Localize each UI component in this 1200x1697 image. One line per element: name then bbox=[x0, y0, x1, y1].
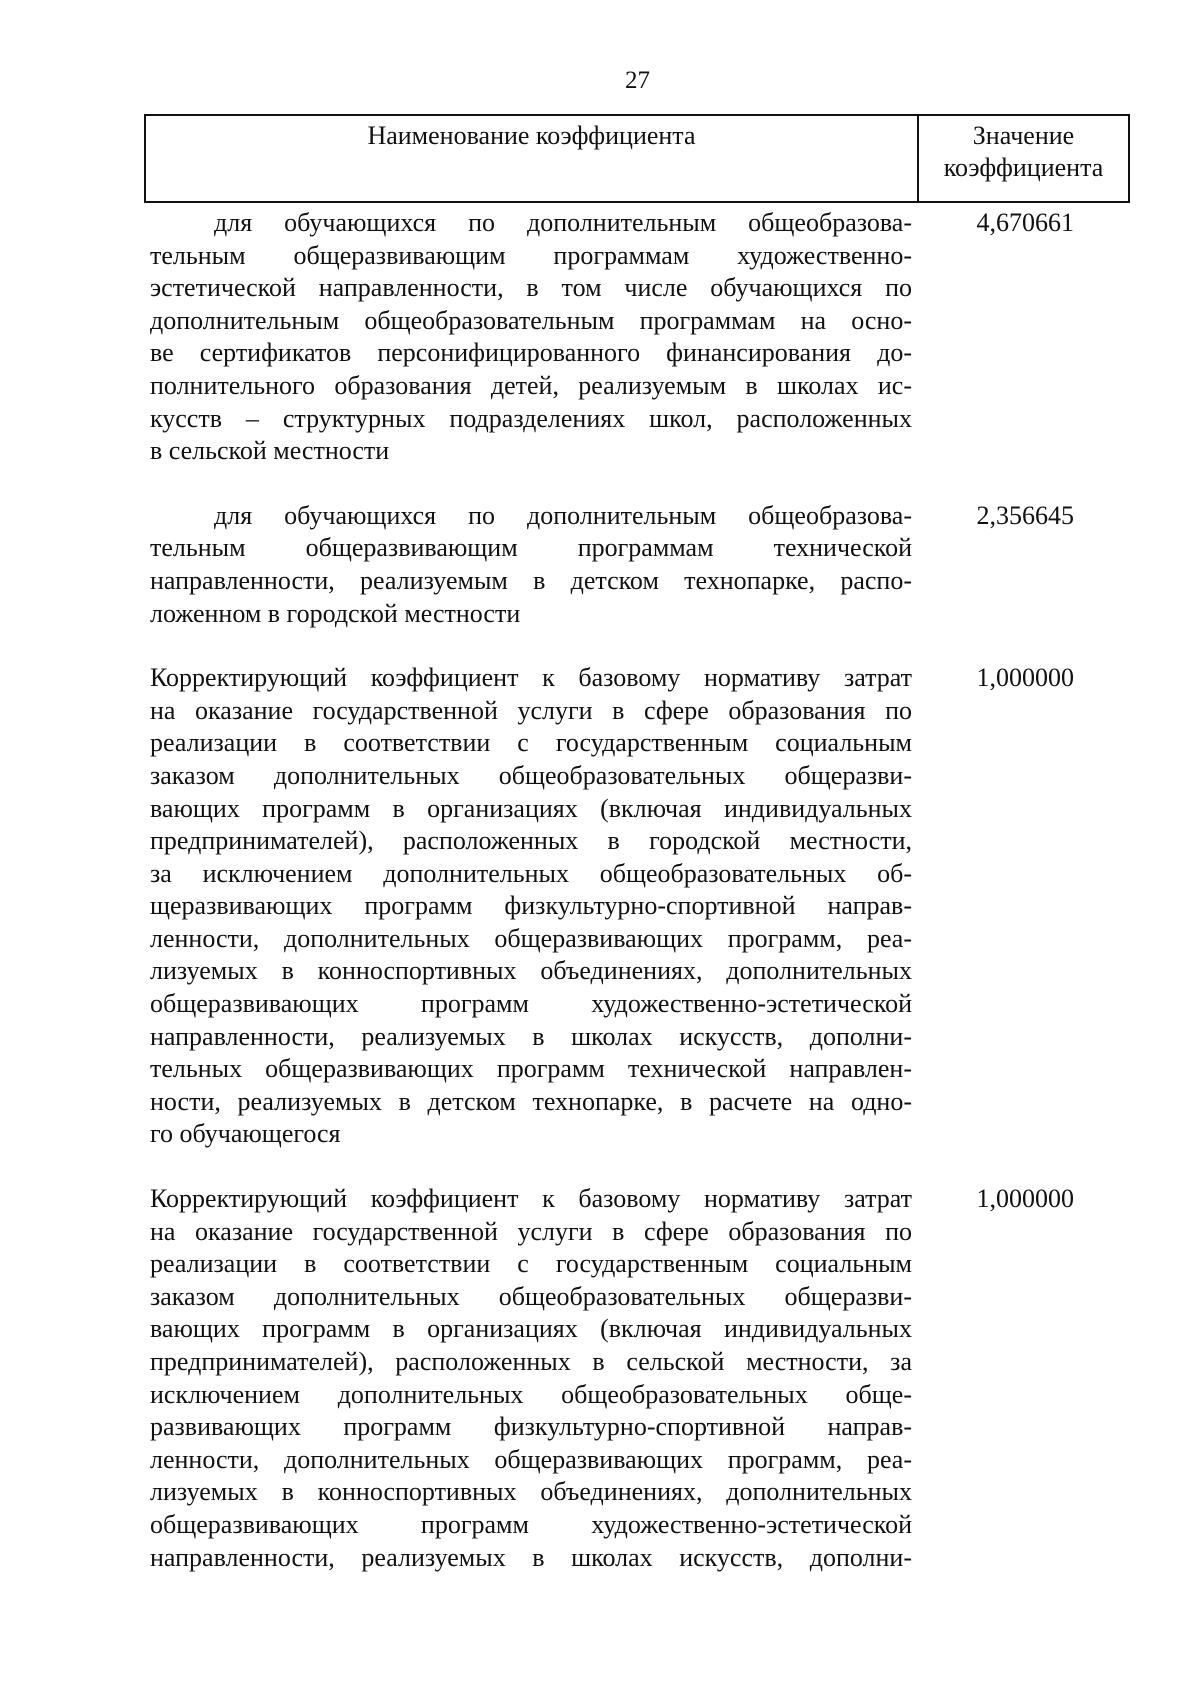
text-line: ве сертификатов персонифицированного финансирования до- bbox=[150, 338, 912, 368]
text-line: в сельской местности bbox=[150, 436, 390, 466]
column-header-value bbox=[919, 116, 1128, 201]
text-line: кусств – структурных подразделениях школ, расположенных bbox=[150, 403, 912, 433]
text-line: на оказание государственной услуги в сфере образования по bbox=[150, 1216, 912, 1246]
text-line: на оказание государственной услуги в сфере образования по bbox=[150, 695, 912, 725]
text-line: щеразвивающих программ физкультурно-спортивной направ- bbox=[150, 891, 912, 921]
text-line: вающих программ в организациях (включая индивидуальных bbox=[150, 1314, 912, 1344]
text-line: заказом дополнительных общеобразовательных общеразви- bbox=[150, 1281, 912, 1311]
text-line: направленности, реализуемых в школах искусств, дополни- bbox=[150, 1542, 912, 1572]
coefficient-value: 2,356645 bbox=[976, 500, 1074, 530]
text-line: общеразвивающих программ художественно-эстетической bbox=[150, 1509, 912, 1539]
coefficient-table-body bbox=[150, 207, 1130, 1574]
text-line: тельным общеразвивающим программам художественно- bbox=[150, 240, 912, 270]
text-line: ленности, дополнительных общеразвивающих программ, реа- bbox=[150, 923, 912, 953]
text-line: для обучающихся по дополнительным общеобразова- bbox=[150, 500, 912, 530]
column-header-value-line2: коэффициента bbox=[943, 153, 1104, 182]
text-line: предпринимателей), расположенных в сельской местности, за bbox=[150, 1347, 912, 1376]
text-line: за исключением дополнительных общеобразовательных об- bbox=[150, 858, 912, 888]
text-line: направленности, реализуемым в детском технопарке, распо- bbox=[150, 565, 912, 595]
text-line: направленности, реализуемых в школах искусств, дополни- bbox=[150, 1021, 912, 1051]
text-line: исключением дополнительных общеобразовательных обще- bbox=[150, 1379, 912, 1409]
coefficient-description bbox=[150, 662, 912, 1151]
text-line: тельным общеразвивающим программам технической bbox=[150, 533, 912, 563]
text-line: реализации в соответствии с государственным социальным bbox=[150, 728, 912, 758]
table-row bbox=[150, 207, 1130, 468]
text-line: полнительного образования детей, реализуемым в школах ис- bbox=[150, 370, 912, 400]
coefficient-value: 1,000000 bbox=[976, 663, 1074, 693]
column-header-value-line1: Значение bbox=[972, 121, 1075, 150]
coefficient-description bbox=[150, 500, 912, 630]
text-line: эстетической направленности, в том числе обучающихся по bbox=[150, 273, 912, 303]
text-line: реализации в соответствии с государственным социальным bbox=[150, 1249, 912, 1279]
text-line: лизуемых в конноспортивных объединениях, дополнительных bbox=[150, 1477, 912, 1507]
text-line: Корректирующий коэффициент к базовому нормативу затрат bbox=[150, 663, 912, 693]
text-line: общеразвивающих программ художественно-эстетической bbox=[150, 989, 912, 1019]
text-line: дополнительным общеобразовательным программам на осно- bbox=[150, 305, 912, 335]
text-line: заказом дополнительных общеобразовательных общеразви- bbox=[150, 760, 912, 790]
table-row bbox=[150, 1183, 1130, 1574]
text-line: для обучающихся по дополнительным общеобразова- bbox=[150, 208, 912, 237]
text-line: вающих программ в организациях (включая индивидуальных bbox=[150, 793, 912, 823]
text-line: лизуемых в конноспортивных объединениях, дополнительных bbox=[150, 956, 912, 986]
text-line: го обучающегося bbox=[150, 1119, 341, 1149]
text-line: ности, реализуемых в детском технопарке, в расчете на одно- bbox=[150, 1086, 912, 1116]
coefficient-description bbox=[150, 207, 912, 468]
coefficient-value: 4,670661 bbox=[976, 208, 1074, 237]
coefficient-description bbox=[150, 1183, 912, 1574]
text-line: тельных общеразвивающих программ технической направлен- bbox=[150, 1054, 912, 1084]
text-line: ленности, дополнительных общеразвивающих программ, реа- bbox=[150, 1444, 912, 1474]
text-line: Корректирующий коэффициент к базовому нормативу затрат bbox=[150, 1184, 912, 1214]
text-line: предпринимателей), расположенных в городской местности, bbox=[150, 826, 912, 856]
page-number: 27 bbox=[625, 67, 650, 94]
table-row bbox=[150, 662, 1130, 1151]
column-header-name: Наименование коэффициента bbox=[146, 116, 919, 201]
table-header bbox=[144, 114, 1130, 203]
text-line: развивающих программ физкультурно-спортивной направ- bbox=[150, 1412, 912, 1442]
text-line: ложенном в городской местности bbox=[150, 598, 521, 628]
table-row bbox=[150, 500, 1130, 630]
coefficient-value: 1,000000 bbox=[976, 1184, 1074, 1214]
